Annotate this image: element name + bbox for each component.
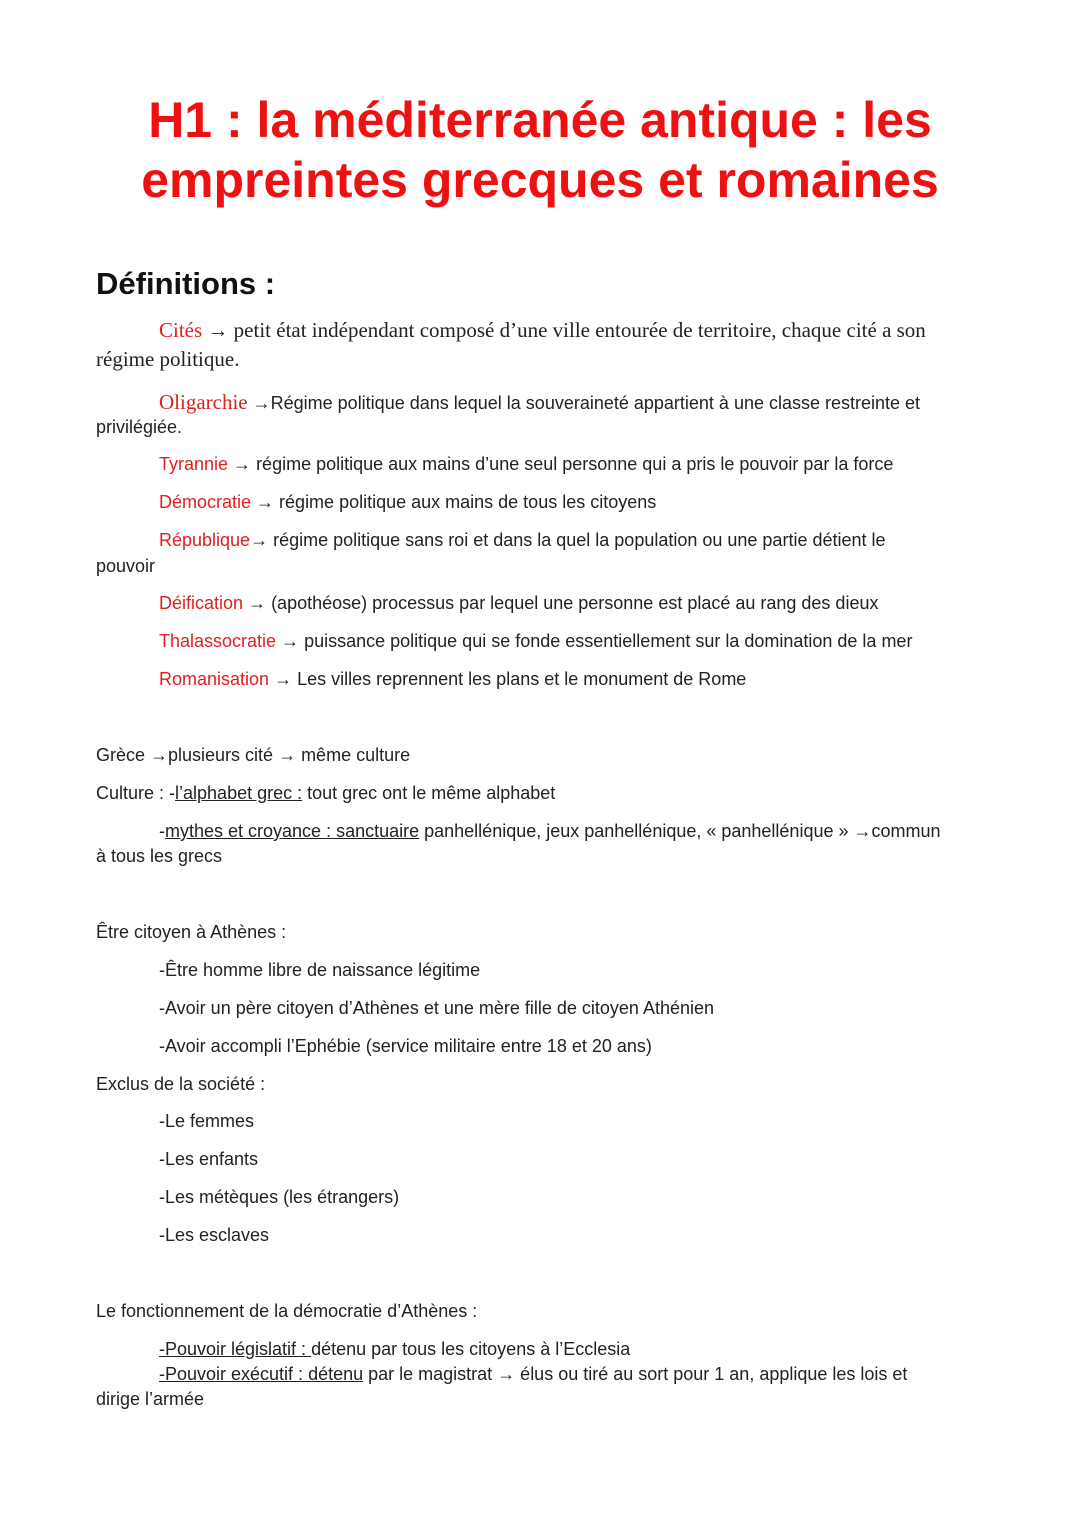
term-tyrannie: Tyrannie	[159, 454, 229, 474]
definition-text: puissance politique qui se fonde essentiellement sur la domination de la mer	[304, 631, 913, 651]
definition-text: Les villes reprennent les plans et le monument de Rome	[297, 669, 747, 689]
definition-republique-cont: pouvoir	[96, 556, 156, 576]
citizen-item: -Être homme libre de naissance légitime	[159, 960, 481, 980]
executive-underlined: -Pouvoir exécutif : détenu	[159, 1364, 364, 1384]
excluded-item: -Le femmes	[159, 1111, 255, 1131]
definition-cites-cont: régime politique.	[96, 347, 240, 371]
term-oligarchie: Oligarchie	[159, 390, 248, 414]
definition-text: régime politique sans roi et dans la quel la population ou une partie détient le	[273, 530, 886, 550]
page-title	[0, 90, 1080, 210]
executive-rest: par le magistrat → élus ou tiré au sort pour 1 an, applique les lois et	[363, 1364, 908, 1384]
arrow: →	[251, 492, 280, 512]
myth-line-cont: à tous les grecs	[96, 846, 223, 866]
culture-underlined: l’alphabet grec :	[175, 783, 303, 803]
myth-underlined: mythes et croyance : sanctuaire	[165, 821, 420, 841]
page-title-line-1: H1 : la méditerranée antique : les	[148, 92, 932, 148]
term-romanisation: Romanisation	[159, 669, 270, 689]
myth-prefix: -	[159, 821, 165, 841]
greece-line: Grèce →plusieurs cité → même culture	[96, 745, 411, 765]
arrow: →	[243, 593, 272, 613]
executive-line	[159, 1364, 907, 1385]
legislative-line	[159, 1339, 630, 1360]
definition-thalassocratie	[159, 631, 912, 652]
arrow: →	[228, 454, 257, 474]
excluded-item: -Les enfants	[159, 1149, 259, 1169]
definition-romanisation	[159, 669, 746, 690]
definition-cites	[159, 318, 926, 343]
citizen-item: -Avoir un père citoyen d’Athènes et une mère fille de citoyen Athénien	[159, 998, 715, 1018]
citizen-item: -Avoir accompli l’Ephébie (service militaire entre 18 et 20 ans)	[159, 1036, 652, 1056]
arrow: →	[202, 318, 234, 342]
arrow: →	[250, 530, 274, 550]
culture-line	[96, 783, 555, 804]
excluded-item: -Les esclaves	[159, 1225, 270, 1245]
excluded-item: -Les métèques (les étrangers)	[159, 1187, 400, 1207]
myth-line	[159, 821, 941, 842]
democracy-heading: Le fonctionnement de la démocratie d’Athènes :	[96, 1301, 478, 1321]
definitions-heading: Définitions :	[96, 266, 276, 301]
definition-text: (apothéose) processus par lequel une personne est placé au rang des dieux	[271, 593, 879, 613]
legislative-rest: détenu par tous les citoyens à l’Ecclesia	[311, 1339, 631, 1359]
definition-democratie	[159, 492, 656, 513]
definition-tyrannie	[159, 454, 893, 475]
arrow: →	[276, 631, 305, 651]
definition-republique	[159, 530, 886, 551]
page-title-line-2: empreintes grecques et romaines	[141, 152, 939, 208]
definition-oligarchie	[159, 390, 920, 415]
arrow: →	[269, 669, 298, 689]
definition-oligarchie-cont: privilégiée.	[96, 417, 183, 437]
definition-text: petit état indépendant composé d’une ville entourée de territoire, chaque cité a son	[233, 318, 926, 342]
term-deification: Déification	[159, 593, 244, 613]
definition-deification	[159, 593, 878, 614]
culture-rest: tout grec ont le même alphabet	[302, 783, 556, 803]
myth-rest: panhellénique, jeux panhellénique, « panhellénique » →commun	[419, 821, 941, 841]
definition-text: régime politique aux mains de tous les citoyens	[279, 492, 657, 512]
citizen-heading: Être citoyen à Athènes :	[96, 922, 287, 942]
arrow: →	[247, 393, 271, 413]
executive-line-cont: dirige l’armée	[96, 1389, 205, 1409]
legislative-underlined: -Pouvoir législatif :	[159, 1339, 312, 1359]
definition-text: Régime politique dans lequel la souveraineté appartient à une classe restreinte et	[270, 393, 921, 413]
term-republique: République	[159, 530, 251, 550]
excluded-heading: Exclus de la société :	[96, 1074, 266, 1094]
term-democratie: Démocratie	[159, 492, 252, 512]
culture-prefix: Culture : -	[96, 783, 176, 803]
definition-text: régime politique aux mains d’une seul personne qui a pris le pouvoir par la force	[256, 454, 894, 474]
term-thalassocratie: Thalassocratie	[159, 631, 277, 651]
term-cites: Cités	[159, 318, 203, 342]
